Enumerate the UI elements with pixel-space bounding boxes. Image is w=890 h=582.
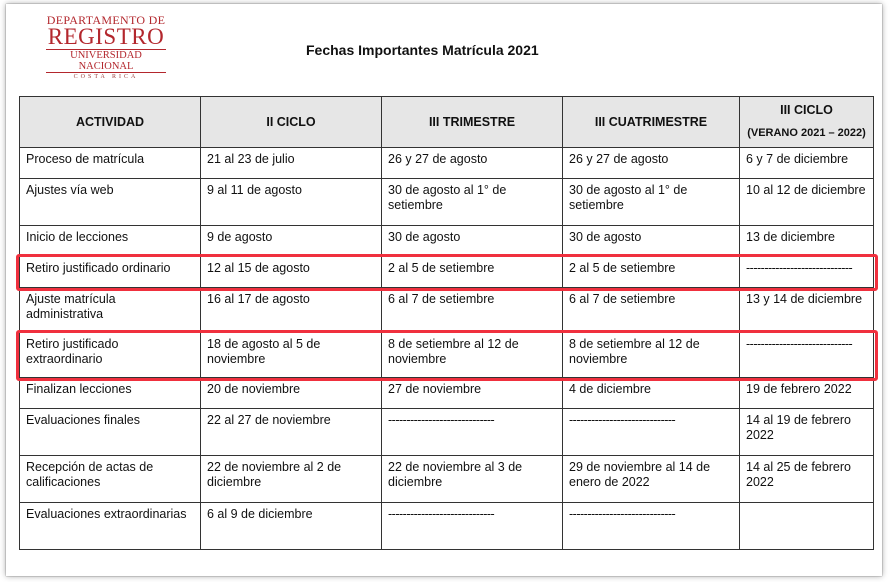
cell-iii-ciclo [740,503,874,550]
cell-iii-cuatrimestre: ----------------------------- [563,409,740,456]
cell-ii-ciclo: 21 al 23 de julio [201,148,382,179]
table-header-row [20,97,874,148]
cell-activity: Retiro justificado extraordinario [20,333,201,378]
cell-ii-ciclo: 22 al 27 de noviembre [201,409,382,456]
cell-ii-ciclo: 16 al 17 de agosto [201,288,382,333]
cell-iii-ciclo: 19 de febrero 2022 [740,378,874,409]
cell-activity: Retiro justificado ordinario [20,257,201,288]
registro-logo: DEPARTAMENTO DE REGISTRO UNIVERSIDAD NACIONAL COSTA RICA [46,13,166,80]
cell-iii-trimestre: 30 de agosto [382,226,563,257]
cell-ii-ciclo: 9 de agosto [201,226,382,257]
cell-iii-ciclo: 14 al 19 de febrero 2022 [740,409,874,456]
cell-iii-cuatrimestre: 26 y 27 de agosto [563,148,740,179]
cell-activity: Evaluaciones extraordinarias [20,503,201,550]
cell-iii-trimestre: ----------------------------- [382,409,563,456]
cell-ii-ciclo: 20 de noviembre [201,378,382,409]
cell-iii-cuatrimestre: 4 de diciembre [563,378,740,409]
cell-ii-ciclo: 9 al 11 de agosto [201,179,382,226]
cell-iii-ciclo: 14 al 25 de febrero 2022 [740,456,874,503]
cell-activity: Proceso de matrícula [20,148,201,179]
table-row [20,288,874,333]
cell-iii-trimestre: 27 de noviembre [382,378,563,409]
cell-activity: Evaluaciones finales [20,409,201,456]
table-row [20,378,874,409]
cell-iii-ciclo: ----------------------------- [740,257,874,288]
cell-iii-trimestre: 6 al 7 de setiembre [382,288,563,333]
cell-iii-trimestre: 30 de agosto al 1° de setiembre [382,179,563,226]
cell-iii-trimestre: 26 y 27 de agosto [382,148,563,179]
cell-iii-ciclo: 13 y 14 de diciembre [740,288,874,333]
document-sheet [6,4,882,576]
header-iii-trimestre: III TRIMESTRE [382,97,563,148]
table-row-highlighted [20,333,874,378]
cell-iii-cuatrimestre: 29 de noviembre al 14 de enero de 2022 [563,456,740,503]
table-row [20,456,874,503]
cell-ii-ciclo: 12 al 15 de agosto [201,257,382,288]
cell-iii-cuatrimestre: ----------------------------- [563,503,740,550]
table-row [20,409,874,456]
cell-iii-cuatrimestre: 30 de agosto al 1° de setiembre [563,179,740,226]
document-title: Fechas Importantes Matrícula 2021 [306,42,539,58]
cell-iii-ciclo: ----------------------------- [740,333,874,378]
header-iii-ciclo-sub: (VERANO 2021 – 2022) [747,127,866,139]
cell-activity: Finalizan lecciones [20,378,201,409]
cell-iii-trimestre: 22 de noviembre al 3 de diciembre [382,456,563,503]
table-row-highlighted [20,257,874,288]
cell-iii-trimestre: ----------------------------- [382,503,563,550]
cell-iii-ciclo: 13 de diciembre [740,226,874,257]
cell-iii-cuatrimestre: 30 de agosto [563,226,740,257]
cell-activity: Ajustes vía web [20,179,201,226]
cell-iii-cuatrimestre: 2 al 5 de setiembre [563,257,740,288]
cell-activity: Inicio de lecciones [20,226,201,257]
header-iii-ciclo [740,97,874,148]
table-row [20,503,874,550]
cell-iii-cuatrimestre: 8 de setiembre al 12 de noviembre [563,333,740,378]
header-iii-ciclo-label: III CICLO [780,103,833,117]
cell-activity: Recepción de actas de calificaciones [20,456,201,503]
header-actividad: ACTIVIDAD [20,97,201,148]
cell-iii-cuatrimestre: 6 al 7 de setiembre [563,288,740,333]
header-iii-cuatrimestre: III CUATRIMESTRE [563,97,740,148]
cell-ii-ciclo: 22 de noviembre al 2 de diciembre [201,456,382,503]
table-row [20,179,874,226]
cell-activity: Ajuste matrícula administrativa [20,288,201,333]
table-row [20,148,874,179]
cell-ii-ciclo: 6 al 9 de diciembre [201,503,382,550]
cell-ii-ciclo: 18 de agosto al 5 de noviembre [201,333,382,378]
header-ii-ciclo: II CICLO [201,97,382,148]
table-row [20,226,874,257]
schedule-table [19,96,874,550]
cell-iii-ciclo: 10 al 12 de diciembre [740,179,874,226]
cell-iii-trimestre: 8 de setiembre al 12 de noviembre [382,333,563,378]
cell-iii-ciclo: 6 y 7 de diciembre [740,148,874,179]
cell-iii-trimestre: 2 al 5 de setiembre [382,257,563,288]
